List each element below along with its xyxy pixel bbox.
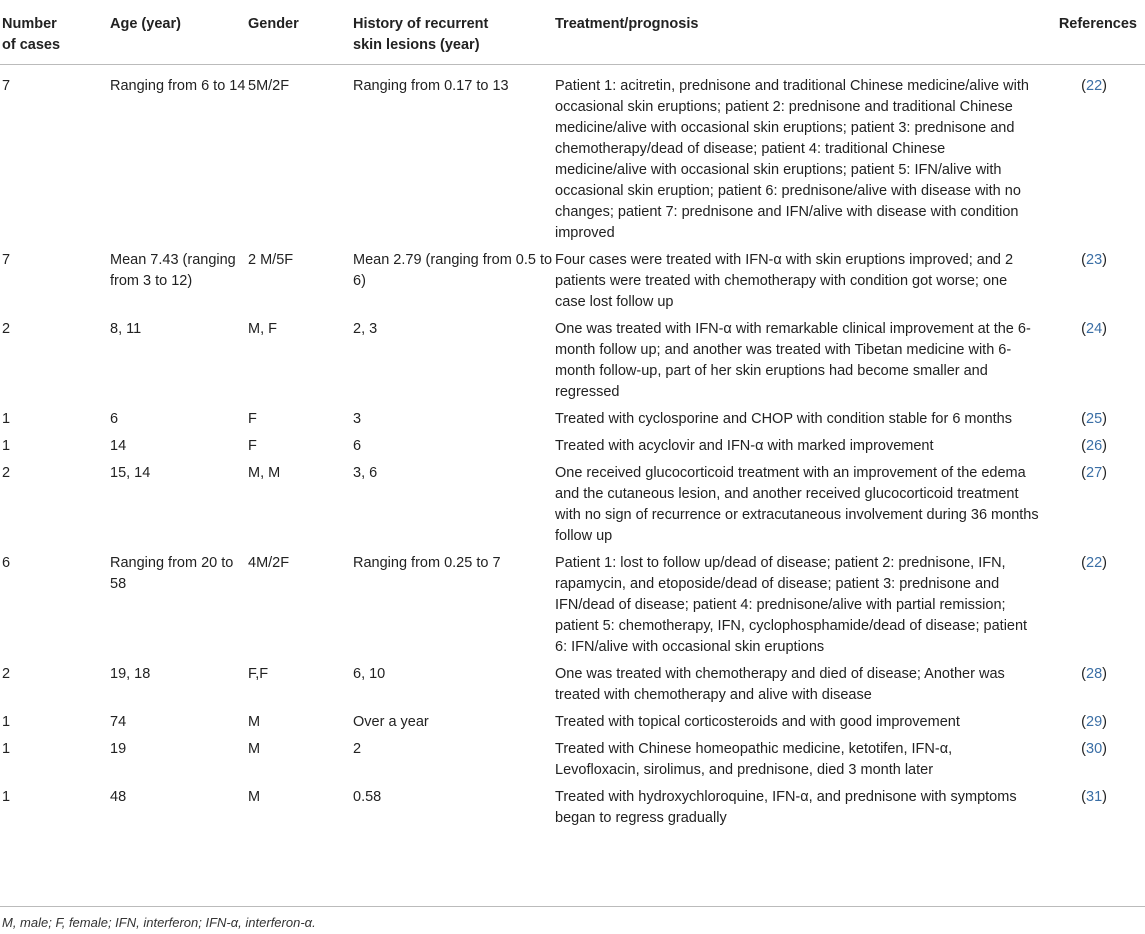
table-row <box>0 787 1145 835</box>
table-row <box>0 553 1145 664</box>
cell-treatment: One was treated with chemotherapy and died of disease; Another was treated with chemotherapy and alive with disease <box>555 666 1005 703</box>
cell-number-of-cases: 2 <box>2 321 11 337</box>
cell-gender: F <box>248 438 257 454</box>
cell-history: 6, 10 <box>353 666 386 682</box>
cell-age: 8, 11 <box>110 321 142 337</box>
cell-gender: M <box>248 789 261 805</box>
reference-link[interactable]: 24 <box>1086 321 1103 337</box>
cell-history: Mean 2.79 (ranging from 0.5 to 6) <box>353 252 553 289</box>
cell-history: 2 <box>353 741 362 757</box>
table-row <box>0 409 1145 436</box>
cell-number-of-cases: 1 <box>2 438 11 454</box>
reference-link[interactable]: 28 <box>1086 666 1103 682</box>
cell-age: 48 <box>110 789 127 805</box>
cell-treatment: Treated with acyclovir and IFN-α with marked improvement <box>555 438 934 454</box>
cell-age: 74 <box>110 714 127 730</box>
cell-age: 14 <box>110 438 127 454</box>
cell-age: 6 <box>110 411 119 427</box>
cell-treatment: Patient 1: acitretin, prednisone and traditional Chinese medicine/alive with occasional skin eruptions; patient 2: prednisone and traditional Chinese medicine/alive with occasional skin eruptions; patient 3: prednisone and chemotherapy/dead of disease; patient 4: traditional Chinese medicine/alive with occasional skin eruptions; patient 5: IFN/alive with occasional skin eruption; patient 6: prednisone/alive with disease with no changes; patient 7: prednisone and IFN/alive with disease with condition improved <box>555 78 1029 241</box>
cell-gender: M, F <box>248 321 277 337</box>
header-history: History of recurrent skin lesions (year) <box>353 16 489 53</box>
reference-link[interactable]: 23 <box>1086 252 1103 268</box>
table-row <box>0 739 1145 787</box>
cell-gender: F <box>248 411 257 427</box>
table-row <box>0 250 1145 319</box>
cell-reference[interactable]: (25) <box>1081 411 1107 427</box>
reference-link[interactable]: 27 <box>1086 465 1103 481</box>
table-footnote: M, male; F, female; IFN, interferon; IFN-α, interferon-α. <box>2 915 316 930</box>
cell-history: 0.58 <box>353 789 382 805</box>
cell-treatment: Treated with cyclosporine and CHOP with condition stable for 6 months <box>555 411 1012 427</box>
cell-history: 2, 3 <box>353 321 378 337</box>
table-row <box>0 319 1145 409</box>
cell-gender: F,F <box>248 666 269 682</box>
table-row <box>0 65 1145 251</box>
reference-link[interactable]: 25 <box>1086 411 1103 427</box>
cell-treatment: One was treated with IFN-α with remarkable clinical improvement at the 6-month follow up; and another was treated with Tibetan medicine with 6-month follow-up, part of her skin eruptions had become smaller and regressed <box>555 321 1031 400</box>
cell-number-of-cases: 6 <box>2 555 11 571</box>
table-row <box>0 712 1145 739</box>
header-number-of-cases: Number of cases <box>2 16 61 53</box>
reference-link[interactable]: 29 <box>1086 714 1103 730</box>
table-row <box>0 664 1145 712</box>
header-age: Age (year) <box>110 16 181 32</box>
cell-treatment: Treated with topical corticosteroids and with good improvement <box>555 714 960 730</box>
cell-number-of-cases: 7 <box>2 78 11 94</box>
cell-reference[interactable]: (28) <box>1081 666 1107 682</box>
cell-treatment: Four cases were treated with IFN-α with skin eruptions improved; and 2 patients were treated with chemotherapy with condition got worse; one case lost follow up <box>555 252 1014 310</box>
cell-history: 3, 6 <box>353 465 378 481</box>
reference-link[interactable]: 22 <box>1086 78 1103 94</box>
cell-treatment: Treated with hydroxychloroquine, IFN-α, and prednisone with symptoms began to regress gradually <box>555 789 1017 826</box>
cell-number-of-cases: 2 <box>2 666 11 682</box>
cell-gender: M <box>248 741 261 757</box>
cell-number-of-cases: 1 <box>2 411 11 427</box>
table-row <box>0 436 1145 463</box>
cell-number-of-cases: 7 <box>2 252 11 268</box>
table-bottom-rule <box>0 906 1145 907</box>
cell-history: Ranging from 0.25 to 7 <box>353 555 501 571</box>
cell-treatment: One received glucocorticoid treatment with an improvement of the edema and the cutaneous lesion, and another received glucocorticoid treatment with no sign of recurrence or extracutaneous involvement during 36 months follow up <box>555 465 1039 544</box>
cell-number-of-cases: 1 <box>2 714 11 730</box>
cell-gender: 2 M/5F <box>248 252 294 268</box>
cell-reference[interactable]: (24) <box>1081 321 1107 337</box>
reference-link[interactable]: 31 <box>1086 789 1103 805</box>
cell-reference[interactable]: (30) <box>1081 741 1107 757</box>
cell-reference[interactable]: (23) <box>1081 252 1107 268</box>
cell-reference[interactable]: (22) <box>1081 78 1107 94</box>
reference-link[interactable]: 26 <box>1086 438 1103 454</box>
cell-age: 19 <box>110 741 127 757</box>
cell-reference[interactable]: (22) <box>1081 555 1107 571</box>
cell-age: 19, 18 <box>110 666 151 682</box>
table-row <box>0 463 1145 553</box>
cell-history: Ranging from 0.17 to 13 <box>353 78 509 94</box>
cell-history: Over a year <box>353 714 429 730</box>
header-row <box>0 4 1145 65</box>
cell-history: 6 <box>353 438 362 454</box>
header-gender: Gender <box>248 16 299 32</box>
cell-gender: M <box>248 714 261 730</box>
cell-treatment: Treated with Chinese homeopathic medicine, ketotifen, IFN-α, Levofloxacin, sirolimus, and prednisone, died 3 month later <box>555 741 953 778</box>
cell-reference[interactable]: (26) <box>1081 438 1107 454</box>
cell-history: 3 <box>353 411 362 427</box>
header-treatment: Treatment/prognosis <box>555 16 699 32</box>
cell-reference[interactable]: (27) <box>1081 465 1107 481</box>
cell-reference[interactable]: (31) <box>1081 789 1107 805</box>
reference-link[interactable]: 22 <box>1086 555 1103 571</box>
cell-gender: 4M/2F <box>248 555 290 571</box>
cell-number-of-cases: 2 <box>2 465 11 481</box>
cell-gender: M, M <box>248 465 281 481</box>
reference-link[interactable]: 30 <box>1086 741 1103 757</box>
cell-age: Ranging from 6 to 14 <box>110 78 246 94</box>
cell-number-of-cases: 1 <box>2 789 11 805</box>
cell-reference[interactable]: (29) <box>1081 714 1107 730</box>
cell-age: 15, 14 <box>110 465 151 481</box>
cell-gender: 5M/2F <box>248 78 290 94</box>
cell-treatment: Patient 1: lost to follow up/dead of disease; patient 2: prednisone, IFN, rapamycin, and etoposide/dead of disease; patient 3: prednisone and IFN/dead of disease; patient 4: prednisone/alive with partial remission; patient 5: chemotherapy, IFN, cyclophosphamide/dead of disease; patient 6: IFN/alive with occasional skin eruptions <box>555 555 1028 655</box>
cell-number-of-cases: 1 <box>2 741 11 757</box>
header-references: References <box>1058 16 1137 32</box>
cell-age: Ranging from 20 to 58 <box>110 555 234 592</box>
case-table <box>0 4 1145 835</box>
cell-age: Mean 7.43 (ranging from 3 to 12) <box>110 252 236 289</box>
